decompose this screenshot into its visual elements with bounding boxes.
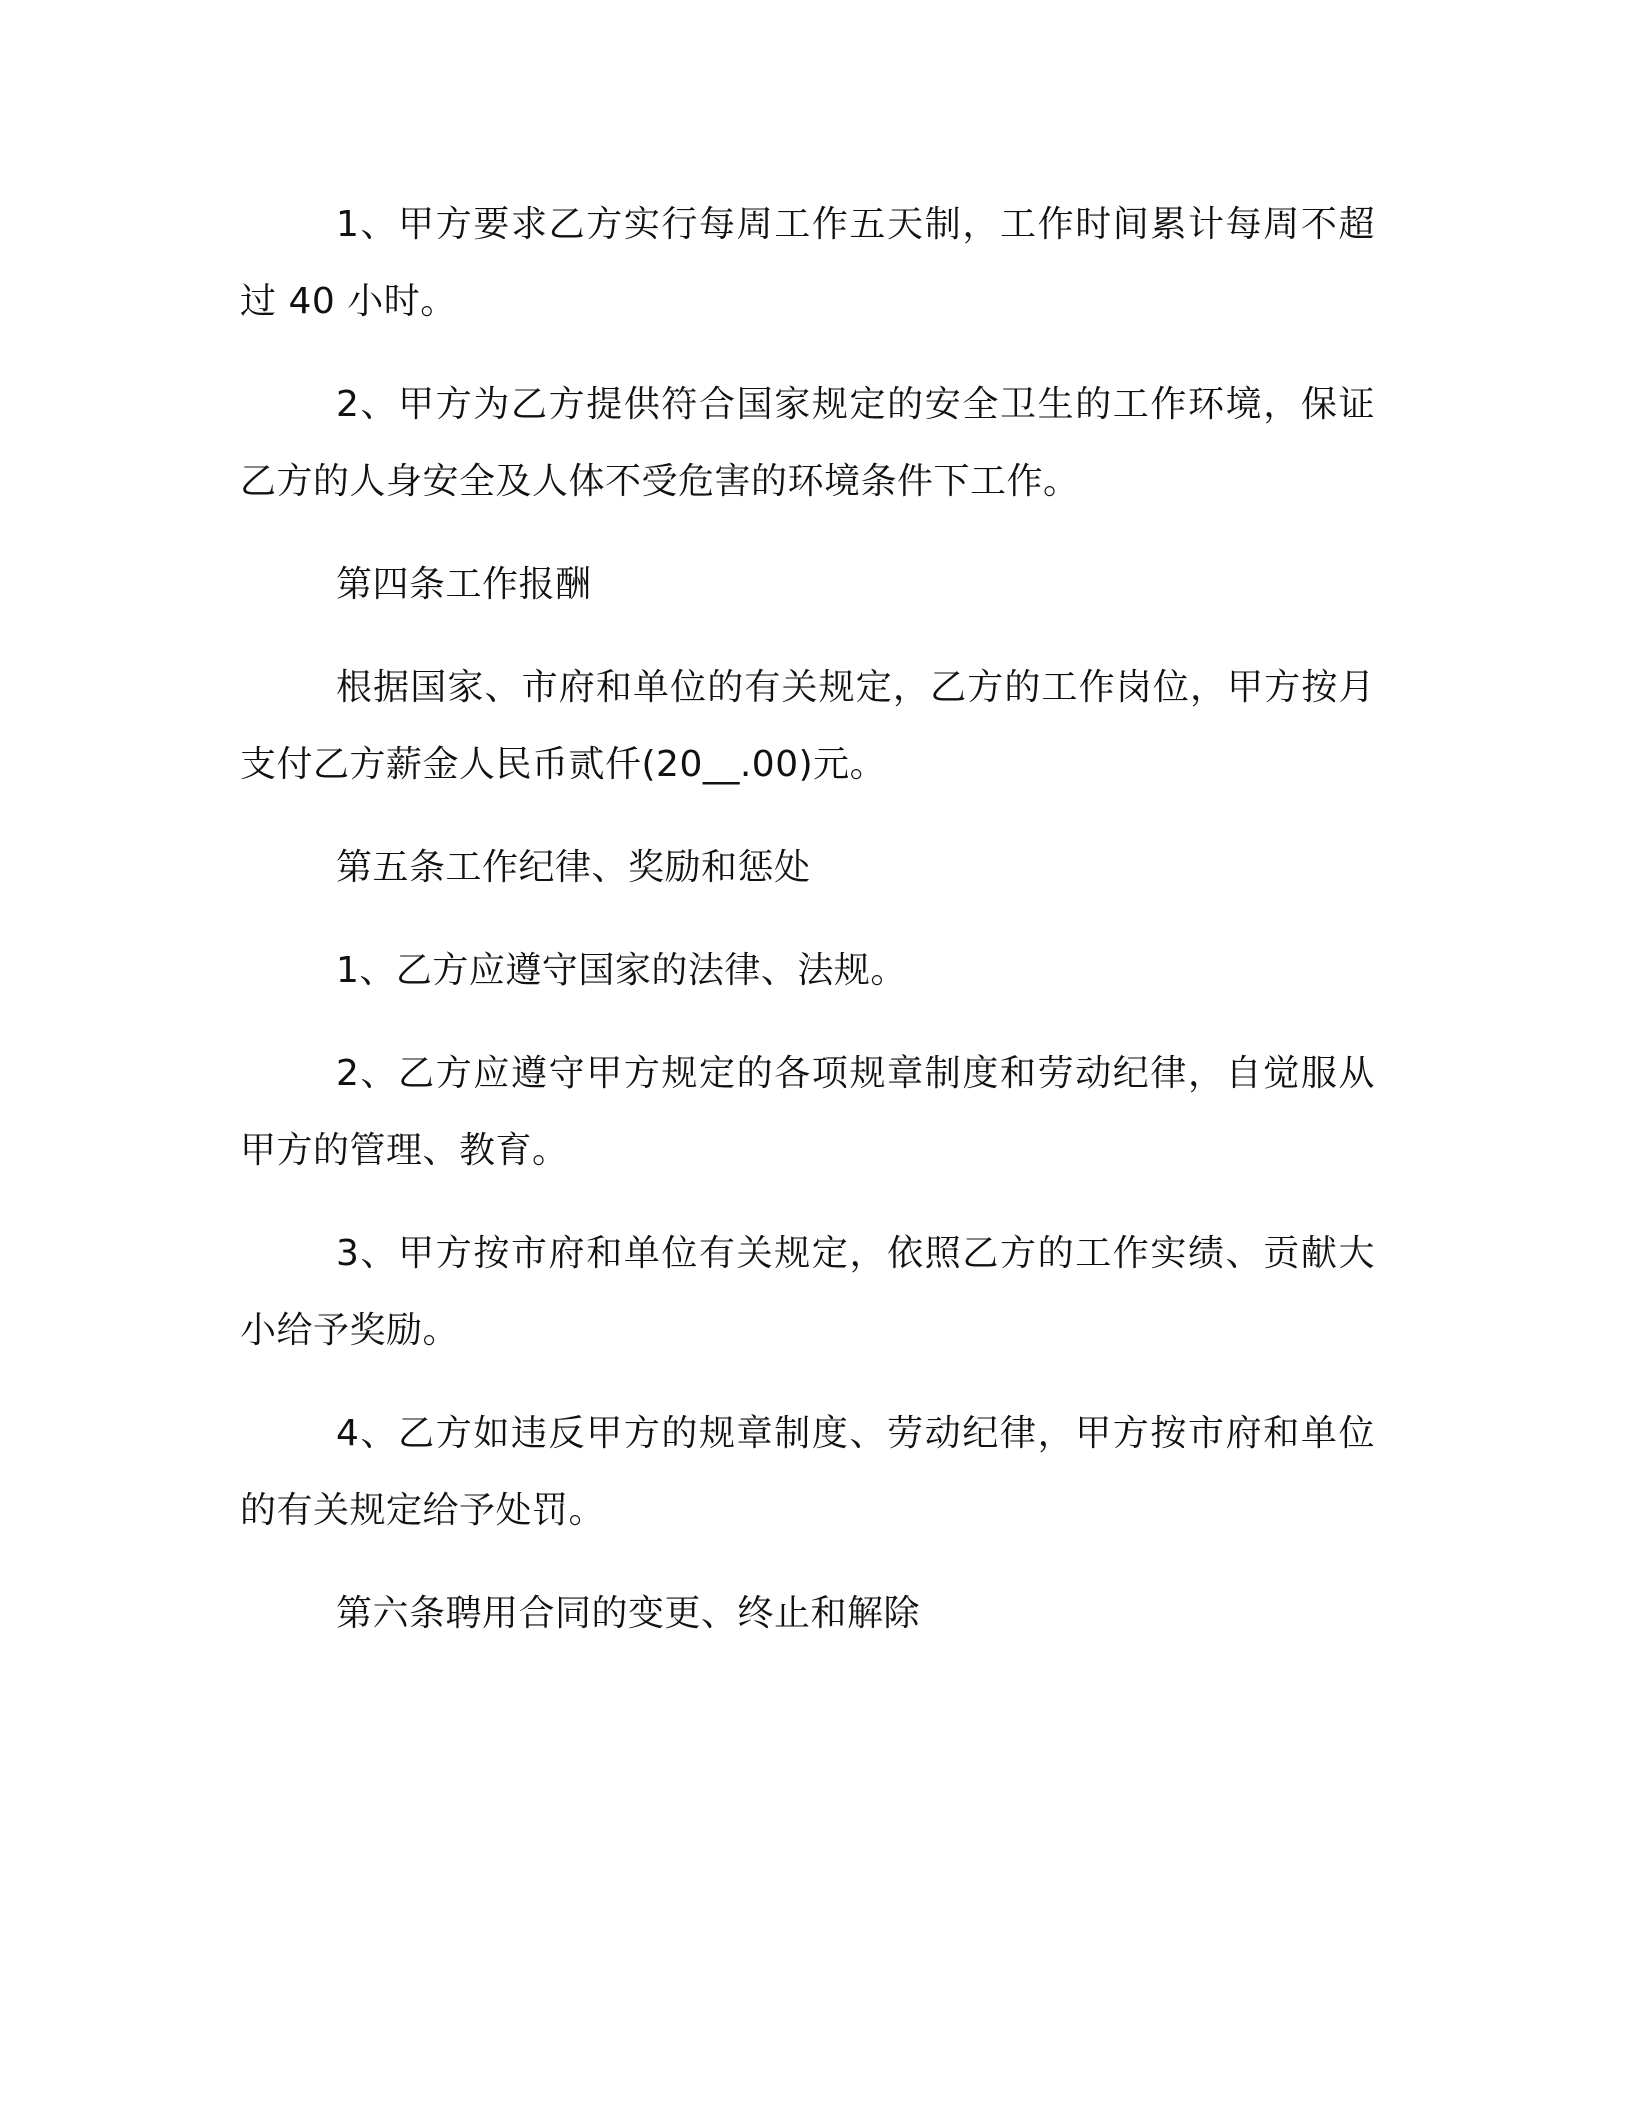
clause-penalties: 4、乙方如违反甲方的规章制度、劳动纪律，甲方按市府和单位的有关规定给予处罚。 (240, 1413, 1375, 1531)
document-body (240, 186, 1375, 1652)
clause-obey-law: 1、乙方应遵守国家的法律、法规。 (336, 950, 907, 991)
clause-work-environment: 2、甲方为乙方提供符合国家规定的安全卫生的工作环境，保证乙方的人身安全及人体不受危害的环境条件下工作。 (240, 384, 1375, 502)
section-heading-article-4: 第四条工作报酬 (336, 564, 592, 605)
section-heading-article-5: 第五条工作纪律、奖励和惩处 (336, 847, 811, 888)
clause-obey-rules: 2、乙方应遵守甲方规定的各项规章制度和劳动纪律，自觉服从甲方的管理、教育。 (240, 1053, 1375, 1171)
clause-salary: 根据国家、市府和单位的有关规定，乙方的工作岗位，甲方按月支付乙方薪金人民币贰仟(20__.00)元。 (240, 667, 1375, 785)
section-heading-article-6: 第六条聘用合同的变更、终止和解除 (336, 1593, 921, 1634)
clause-rewards: 3、甲方按市府和单位有关规定，依照乙方的工作实绩、贡献大小给予奖励。 (240, 1233, 1375, 1351)
clause-work-hours: 1、甲方要求乙方实行每周工作五天制，工作时间累计每周不超过 40 小时。 (240, 204, 1375, 322)
